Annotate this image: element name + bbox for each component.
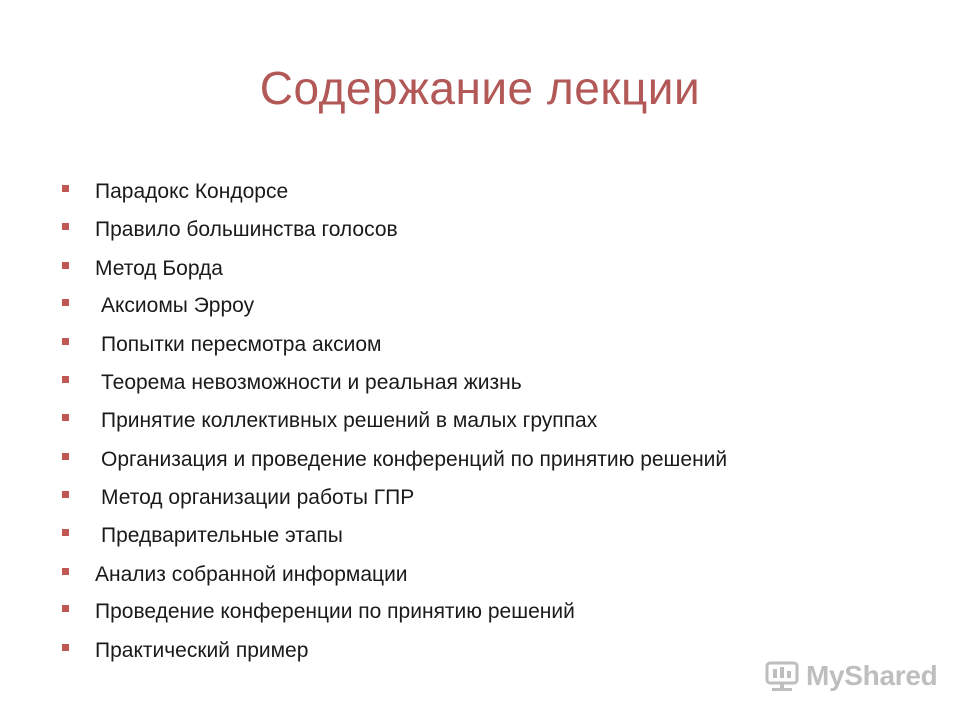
square-bullet-icon [62,376,69,383]
list-item [0,369,900,399]
square-bullet-icon [62,568,69,575]
list-item [0,216,900,246]
list-item-text: Метод Борда [95,257,223,280]
list-item [0,178,900,208]
list-item [0,522,900,552]
square-bullet-icon [62,299,69,306]
list-item-text: Предварительные этапы [101,524,343,547]
list-item-text: Парадокс Кондорсе [95,180,289,203]
list-item [0,446,900,476]
square-bullet-icon [62,338,69,345]
square-bullet-icon [62,529,69,536]
list-item [0,255,900,285]
myshared-watermark [764,656,937,696]
list-item [0,292,900,322]
list-item-text: Проведение конференции по принятию решений [95,600,575,623]
list-item-text: Правило большинства голосов [95,218,398,241]
list-item-text: Аксиомы Эрроу [101,294,255,317]
list-item-text: Анализ собранной информации [95,563,408,586]
square-bullet-icon [62,453,69,460]
square-bullet-icon [62,644,69,651]
square-bullet-icon [62,185,69,192]
list-item [0,407,900,437]
list-item-text: Практический пример [95,639,309,662]
list-item [0,331,900,361]
list-item-text: Метод организации работы ГПР [101,486,415,509]
list-item [0,484,900,514]
presentation-board-icon [764,660,800,692]
list-item-text: Организация и проведение конференций по принятию решений [101,448,728,471]
square-bullet-icon [62,414,69,421]
square-bullet-icon [62,223,69,230]
watermark-text: MyShared [806,660,938,691]
list-item [0,598,900,628]
list-item-text: Принятие коллективных решений в малых группах [101,409,598,432]
slide-title: Содержание лекции [259,62,701,114]
list-item-text: Попытки пересмотра аксиом [101,333,382,356]
list-item [0,561,900,591]
square-bullet-icon [62,491,69,498]
list-item-text: Теорема невозможности и реальная жизнь [101,371,522,394]
square-bullet-icon [62,262,69,269]
square-bullet-icon [62,605,69,612]
